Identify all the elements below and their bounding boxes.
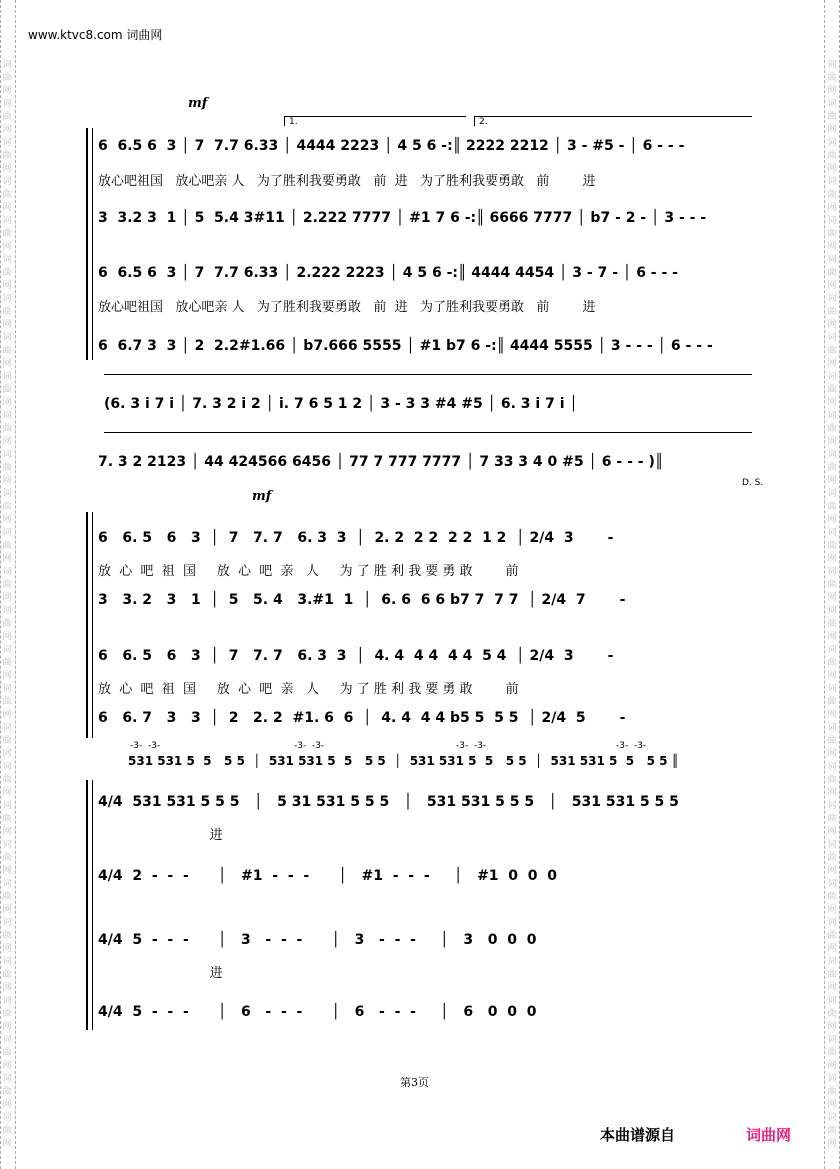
interlude-line-1: (6. 3 i 7 i │ 7. 3 2 i 2 │ i. 7 6 5 1 2 │ 3 - 3 3 #4 #5 │ 6. 3 i 7 i │ (104, 396, 578, 412)
watermark-char: 曲 (827, 892, 837, 902)
watermark-char: 词 (827, 684, 837, 694)
source-label: 本曲谱源自 (600, 1126, 676, 1144)
watermark-char: 曲 (2, 1009, 12, 1019)
watermark-char: 网 (2, 1139, 12, 1149)
watermark-char: 网 (827, 1100, 837, 1110)
watermark-char: 网 (827, 905, 837, 915)
watermark-char: 网 (2, 944, 12, 954)
watermark-char: 曲 (827, 931, 837, 941)
watermark-char: 曲 (827, 1048, 837, 1058)
system2-barline (92, 512, 93, 738)
watermark-char: 曲 (827, 541, 837, 551)
watermark-char: 曲 (2, 112, 12, 122)
watermark-char: 词 (827, 216, 837, 226)
watermark-char: 词 (2, 996, 12, 1006)
watermark-char: 网 (2, 983, 12, 993)
watermark-char: 词 (827, 177, 837, 187)
watermark-char: 网 (2, 788, 12, 798)
watermark-char: 网 (827, 593, 837, 603)
watermark-char: 词 (827, 879, 837, 889)
s1-voice4-notes: 6 6.7 3 3 │ 2 2.2#1.66 │ b7.666 5555 │ #1 b7 6 -:║ 4444 5555 │ 3 - - - │ 6 - - - (98, 338, 713, 354)
watermark-char: 词 (2, 450, 12, 460)
watermark-char: 网 (827, 866, 837, 876)
s2-voice1-notes: 6 6. 5 6 3 │ 7 7. 7 6. 3 3 │ 2. 2 2 2 2 2 1 2 │ 2/4 3 - (98, 530, 614, 546)
watermark-char: 词 (827, 528, 837, 538)
triplet-mark: -3- -3- (456, 741, 487, 751)
watermark-char: 网 (827, 86, 837, 96)
watermark-char: 网 (2, 866, 12, 876)
watermark-char: 网 (827, 1022, 837, 1032)
watermark-char: 曲 (827, 697, 837, 707)
watermark-char: 网 (2, 1061, 12, 1071)
dynamic-mark: mf (188, 96, 208, 111)
watermark-char: 词 (827, 489, 837, 499)
watermark-char: 曲 (827, 229, 837, 239)
site-header: www.ktvc8.com 词曲网 (28, 28, 163, 42)
watermark-char: 词 (827, 606, 837, 616)
watermark-char: 网 (2, 281, 12, 291)
watermark-char: 词 (827, 567, 837, 577)
watermark-char: 网 (2, 593, 12, 603)
watermark-char: 曲 (827, 73, 837, 83)
watermark-char: 词 (2, 99, 12, 109)
watermark-char: 曲 (827, 970, 837, 980)
watermark-char: 网 (2, 515, 12, 525)
watermark-char: 词 (827, 138, 837, 148)
watermark-char: 词 (827, 60, 837, 70)
watermark-char: 网 (2, 398, 12, 408)
watermark-char: 曲 (827, 775, 837, 785)
watermark-char: 曲 (827, 385, 837, 395)
s1-voice2-notes: 3 3.2 3 1 │ 5 5.4 3#11 │ 2.222 7777 │ #1 7 6 -:║ 6666 7777 │ b7 - 2 - │ 3 - - - (98, 210, 707, 226)
watermark-char: 网 (827, 788, 837, 798)
s3-voice3-lyrics: 进 (98, 966, 223, 981)
watermark-char: 词 (2, 528, 12, 538)
triplet-figure-line: 531 531 5 5 5 5 │ 531 531 5 5 5 5 │ 531 531 5 5 5 5 │ 531 531 5 5 5 5 ║ (128, 754, 679, 768)
watermark-char: 词 (2, 489, 12, 499)
watermark-char: 网 (827, 710, 837, 720)
s1-voice1-notes: 6 6.5 6 3 │ 7 7.7 6.33 │ 4444 2223 │ 4 5 6 -:║ 2222 2212 │ 3 - #5 - │ 6 - - - (98, 138, 685, 154)
watermark-char: 曲 (827, 463, 837, 473)
s3-voice4-notes: 4/4 5 - - - │ 6 - - - │ 6 - - - │ 6 0 0 0 (98, 1004, 537, 1020)
triplet-mark: -3- -3- (130, 741, 161, 751)
watermark-char: 曲 (2, 268, 12, 278)
volta-2-label: 2. (479, 117, 488, 127)
s2-voice1-lyrics: 放 心 吧 祖 国 放 心 吧 亲 人 为 了 胜 利 我 要 勇 敢 前 (98, 564, 519, 579)
watermark-char: 网 (827, 164, 837, 174)
watermark-char: 词 (827, 801, 837, 811)
system3-barline (92, 780, 93, 1030)
s2-voice4-notes: 6 6. 7 3 3 │ 2 2. 2 #1. 6 6 │ 4. 4 4 4 b5 5 5 5 │ 2/4 5 - (98, 710, 626, 726)
watermark-char: 词 (2, 60, 12, 70)
s3-voice3-notes: 4/4 5 - - - │ 3 - - - │ 3 - - - │ 3 0 0 0 (98, 932, 537, 948)
interlude-top-rule (104, 374, 752, 375)
watermark-char: 曲 (827, 424, 837, 434)
system1-barline (92, 128, 93, 360)
watermark-char: 网 (2, 905, 12, 915)
watermark-char: 词 (827, 1113, 837, 1123)
system3-bracket (86, 780, 88, 1030)
watermark-char: 网 (827, 554, 837, 564)
watermark-char: 网 (2, 749, 12, 759)
watermark-char: 网 (827, 1061, 837, 1071)
watermark-char: 曲 (827, 814, 837, 824)
watermark-char: 网 (2, 1022, 12, 1032)
watermark-char: 词 (827, 294, 837, 304)
watermark-char: 网 (827, 983, 837, 993)
s3-voice1-lyrics: 进 (98, 828, 223, 843)
watermark-char: 网 (2, 320, 12, 330)
watermark-char: 曲 (2, 1126, 12, 1136)
watermark-char: 网 (827, 515, 837, 525)
watermark-char: 曲 (2, 151, 12, 161)
watermark-char: 曲 (2, 775, 12, 785)
watermark-char: 词 (2, 372, 12, 382)
s1-voice3-notes: 6 6.5 6 3 │ 7 7.7 6.33 │ 2.222 2223 │ 4 5 6 -:║ 4444 4454 │ 3 - 7 - │ 6 - - - (98, 265, 678, 281)
watermark-char: 网 (2, 671, 12, 681)
watermark-char: 词 (2, 1074, 12, 1084)
watermark-char: 词 (827, 1035, 837, 1045)
volta-2-tick (474, 116, 475, 126)
volta-1-tick (284, 116, 285, 126)
watermark-char: 曲 (2, 229, 12, 239)
watermark-char: 词 (827, 840, 837, 850)
watermark-char: 网 (827, 437, 837, 447)
watermark-char: 词 (827, 957, 837, 967)
watermark-char: 曲 (2, 970, 12, 980)
watermark-char: 词 (2, 411, 12, 421)
watermark-char: 词 (2, 255, 12, 265)
watermark-char: 曲 (2, 190, 12, 200)
watermark-char: 网 (827, 476, 837, 486)
watermark-char: 词 (2, 1035, 12, 1045)
s3-voice2-notes: 4/4 2 - - - │ #1 - - - │ #1 - - - │ #1 0 0 0 (98, 868, 558, 884)
watermark-char: 词 (827, 645, 837, 655)
watermark-char: 词 (2, 606, 12, 616)
watermark-char: 词 (2, 333, 12, 343)
s1-voice1-lyrics: 放心吧祖国 放心吧亲 人 为了胜利我要勇敢 前 进 为了胜利我要勇敢 前 进 (98, 174, 596, 189)
watermark-char: 曲 (2, 541, 12, 551)
watermark-char: 网 (2, 632, 12, 642)
watermark-char: 曲 (827, 346, 837, 356)
watermark-char: 网 (827, 320, 837, 330)
volta-2-line (474, 116, 752, 117)
watermark-char: 曲 (2, 853, 12, 863)
s2-voice3-lyrics: 放 心 吧 祖 国 放 心 吧 亲 人 为 了 胜 利 我 要 勇 敢 前 (98, 682, 519, 697)
watermark-char: 网 (827, 671, 837, 681)
s2-voice2-notes: 3 3. 2 3 1 │ 5 5. 4 3.#1 1 │ 6. 6 6 6 b7 7 7 7 │ 2/4 7 - (98, 592, 626, 608)
watermark-char: 网 (2, 710, 12, 720)
watermark-char: 曲 (2, 463, 12, 473)
watermark-char: 曲 (2, 619, 12, 629)
watermark-char: 网 (2, 242, 12, 252)
watermark-char: 网 (2, 827, 12, 837)
watermark-char: 曲 (827, 268, 837, 278)
watermark-char: 曲 (827, 1087, 837, 1097)
watermark-char: 词 (2, 918, 12, 928)
watermark-char: 网 (2, 437, 12, 447)
watermark-char: 曲 (827, 190, 837, 200)
source-site-link[interactable]: 词曲网 (746, 1126, 792, 1144)
watermark-char: 曲 (2, 1048, 12, 1058)
watermark-char: 词 (2, 957, 12, 967)
interlude-mid-rule (104, 432, 752, 433)
watermark-char: 词 (2, 723, 12, 733)
dynamic-mark-2: mf (252, 489, 272, 504)
watermark-char: 词 (2, 840, 12, 850)
watermark-char: 词 (827, 1074, 837, 1084)
watermark-char: 词 (827, 255, 837, 265)
volta-1-label: 1. (289, 117, 298, 127)
watermark-char: 曲 (2, 73, 12, 83)
watermark-char: 曲 (827, 502, 837, 512)
watermark-char: 曲 (827, 1126, 837, 1136)
watermark-char: 词 (2, 684, 12, 694)
system1-bracket (86, 128, 88, 360)
volta-1-line (284, 116, 466, 117)
watermark-char: 曲 (827, 658, 837, 668)
watermark-char: 网 (2, 86, 12, 96)
watermark-char: 词 (2, 216, 12, 226)
watermark-char: 网 (827, 281, 837, 291)
watermark-char: 网 (2, 476, 12, 486)
watermark-char: 曲 (827, 736, 837, 746)
watermark-char: 网 (2, 125, 12, 135)
watermark-char: 网 (827, 944, 837, 954)
watermark-char: 词 (2, 879, 12, 889)
watermark-char: 词 (827, 918, 837, 928)
watermark-char: 网 (827, 749, 837, 759)
watermark-char: 曲 (2, 814, 12, 824)
watermark-char: 曲 (2, 346, 12, 356)
watermark-char: 网 (827, 1139, 837, 1149)
ds-marker: D. S. (742, 478, 764, 488)
watermark-char: 词 (2, 567, 12, 577)
watermark-char: 词 (827, 99, 837, 109)
watermark-char: 词 (2, 762, 12, 772)
watermark-char: 曲 (2, 931, 12, 941)
s2-voice3-notes: 6 6. 5 6 3 │ 7 7. 7 6. 3 3 │ 4. 4 4 4 4 4 5 4 │ 2/4 3 - (98, 648, 614, 664)
watermark-char: 网 (2, 554, 12, 564)
watermark-char: 网 (827, 398, 837, 408)
watermark-char: 词 (827, 723, 837, 733)
watermark-char: 词 (827, 762, 837, 772)
watermark-char: 曲 (2, 1087, 12, 1097)
watermark-char: 曲 (827, 1009, 837, 1019)
watermark-char: 网 (827, 242, 837, 252)
watermark-char: 词 (2, 1113, 12, 1123)
watermark-char: 词 (827, 372, 837, 382)
watermark-char: 曲 (2, 502, 12, 512)
watermark-char: 曲 (827, 151, 837, 161)
watermark-char: 网 (827, 827, 837, 837)
watermark-char: 曲 (2, 580, 12, 590)
watermark-char: 网 (2, 359, 12, 369)
watermark-char: 曲 (827, 112, 837, 122)
s3-voice1-notes: 4/4 531 531 5 5 5 │ 5 31 531 5 5 5 │ 531 531 5 5 5 │ 531 531 5 5 5 (98, 794, 679, 810)
watermark-char: 曲 (827, 619, 837, 629)
watermark-char: 词 (827, 333, 837, 343)
watermark-char: 词 (2, 645, 12, 655)
watermark-char: 曲 (827, 580, 837, 590)
watermark-char: 网 (2, 164, 12, 174)
watermark-char: 曲 (2, 658, 12, 668)
page-number: 第3页 (400, 1076, 429, 1089)
watermark-char: 曲 (827, 307, 837, 317)
triplet-mark: -3- -3- (616, 741, 647, 751)
watermark-char: 网 (827, 359, 837, 369)
watermark-char: 词 (2, 294, 12, 304)
s1-voice3-lyrics: 放心吧祖国 放心吧亲 人 为了胜利我要勇敢 前 进 为了胜利我要勇敢 前 进 (98, 300, 596, 315)
watermark-char: 词 (827, 411, 837, 421)
watermark-char: 网 (827, 203, 837, 213)
watermark-char: 网 (2, 1100, 12, 1110)
watermark-char: 词 (827, 996, 837, 1006)
watermark-char: 曲 (2, 424, 12, 434)
watermark-char: 词 (827, 450, 837, 460)
watermark-char: 词 (2, 138, 12, 148)
watermark-char: 网 (827, 632, 837, 642)
watermark-char: 曲 (2, 385, 12, 395)
watermark-char: 曲 (2, 697, 12, 707)
watermark-char: 词 (2, 177, 12, 187)
interlude-line-2: 7. 3 2 2123 │ 44 424566 6456 │ 77 7 777 7777 │ 7 33 3 4 0 #5 │ 6 - - - )║ (98, 454, 664, 470)
watermark-char: 曲 (2, 307, 12, 317)
watermark-char: 网 (827, 125, 837, 135)
watermark-char: 曲 (2, 892, 12, 902)
watermark-char: 曲 (827, 853, 837, 863)
system2-bracket (86, 512, 88, 738)
watermark-char: 曲 (2, 736, 12, 746)
watermark-char: 词 (2, 801, 12, 811)
triplet-mark: -3- -3- (294, 741, 325, 751)
watermark-char: 网 (2, 203, 12, 213)
